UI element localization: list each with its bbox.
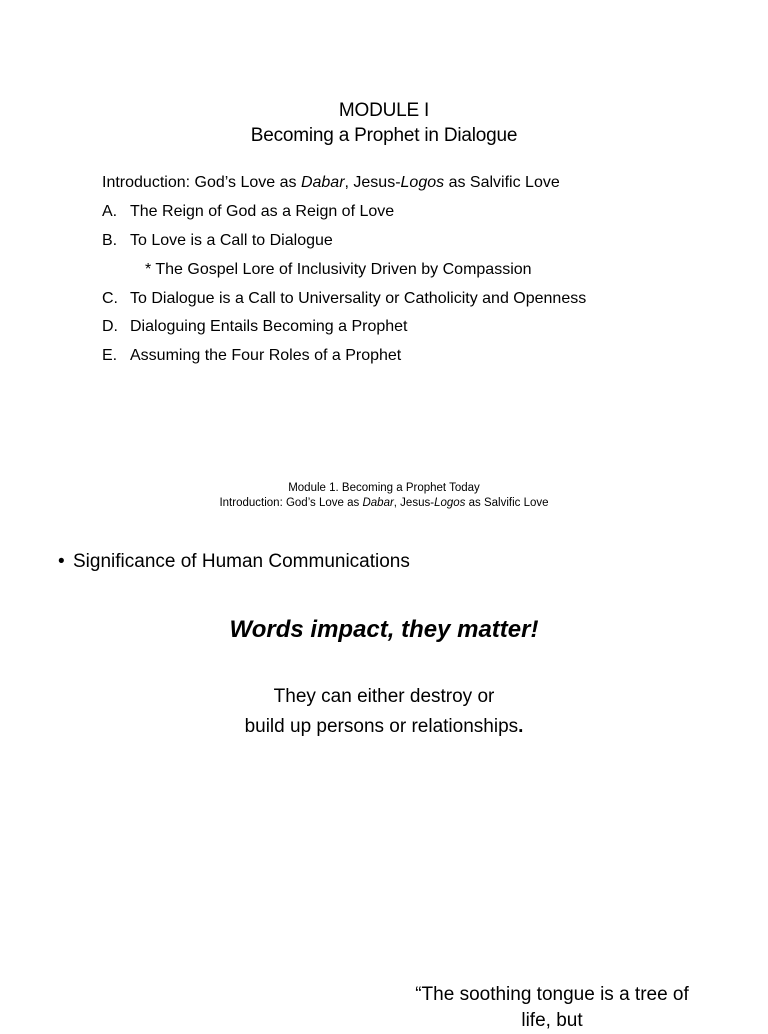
bullet-text: Significance of Human Communications <box>73 551 410 572</box>
slide-caption <box>0 481 768 511</box>
body-line2 <box>0 712 768 742</box>
outline-letter: C. <box>102 290 118 307</box>
body-text <box>0 682 768 742</box>
quote <box>382 982 722 1034</box>
outline-letter: B. <box>102 232 118 249</box>
quote-line1: “The soothing tongue is a tree of <box>415 984 689 1005</box>
module-title <box>0 98 768 148</box>
outline-letter: D. <box>102 318 118 335</box>
intro-prefix: Introduction: God’s Love as <box>102 174 301 191</box>
outline-letter: A. <box>102 203 118 220</box>
bullet-point <box>58 549 410 575</box>
outline-text: Dialoguing Entails Becoming a Prophet <box>130 318 408 335</box>
outline-item-c <box>102 289 586 309</box>
body-line2-text: build up persons or relationships <box>244 716 519 737</box>
caption-line2 <box>0 496 768 511</box>
module-title-line2: Becoming a Prophet in Dialogue <box>250 125 518 146</box>
outline-text: The Reign of God as a Reign of Love <box>130 203 395 220</box>
caption-prefix: Introduction: God’s Love as <box>219 497 363 509</box>
caption-dabar: Dabar <box>362 497 394 509</box>
intro-dabar: Dabar <box>300 174 345 191</box>
outline-text: Assuming the Four Roles of a Prophet <box>130 347 402 364</box>
bullet-icon: • <box>58 551 65 572</box>
outline-text: To Love is a Call to Dialogue <box>130 232 333 249</box>
caption-logos: Logos <box>434 497 466 509</box>
outline-item-a <box>102 202 394 222</box>
caption-middle: , Jesus- <box>393 497 435 509</box>
caption-suffix: as Salvific Love <box>465 497 549 509</box>
outline-item-e <box>102 346 401 366</box>
intro-logos: Logos <box>400 174 445 191</box>
quote-line2: life, but <box>521 1010 583 1031</box>
outline-introduction <box>102 173 560 193</box>
outline-item-b <box>102 231 333 251</box>
intro-suffix: as Salvific Love <box>444 174 560 191</box>
body-line1: They can either destroy or <box>273 686 495 707</box>
outline-text: To Dialogue is a Call to Universality or Catholicity and Openness <box>130 290 587 307</box>
headline: Words impact, they matter! <box>229 616 539 643</box>
outline-subitem: * The Gospel Lore of Inclusivity Driven by Compassion <box>145 261 532 278</box>
module-title-line1: MODULE I <box>338 100 430 121</box>
outline-letter: E. <box>102 347 118 364</box>
intro-middle: , Jesus- <box>344 174 401 191</box>
outline-item-d <box>102 317 408 337</box>
body-period: . <box>518 716 524 737</box>
caption-line1: Module 1. Becoming a Prophet Today <box>288 482 480 494</box>
